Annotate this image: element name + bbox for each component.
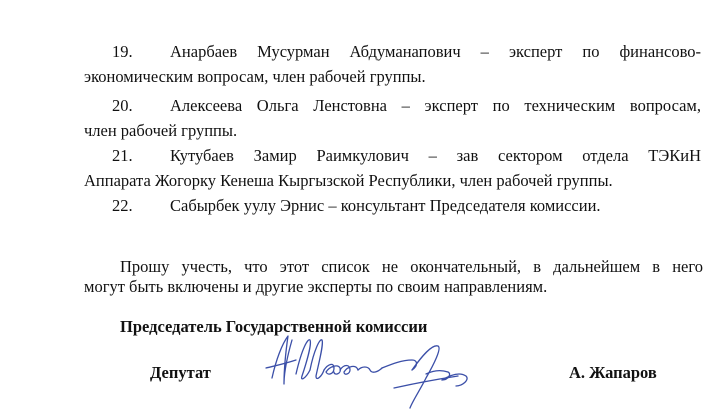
item-text: Анарбаев Мусурман Абдуманапович – эксперт по финансово- bbox=[170, 42, 701, 61]
deputy-label: Депутат bbox=[150, 363, 211, 382]
list-item-21 bbox=[112, 146, 701, 166]
list-item-19-continuation: экономическим вопросам, член рабочей группы. bbox=[84, 67, 426, 86]
note-paragraph-line-1: Прошу учесть, что этот список не окончательный, в дальнейшем в него bbox=[120, 257, 703, 276]
item-number: 20. bbox=[112, 96, 133, 115]
list-item-20-continuation: член рабочей группы. bbox=[84, 121, 238, 140]
note-paragraph-line-2: могут быть включены и другие эксперты по своим направлениям. bbox=[84, 277, 548, 296]
item-text: Сабырбек уулу Эрнис – консультант Председателя комиссии. bbox=[170, 196, 601, 215]
signer-name: А. Жапаров bbox=[569, 363, 657, 382]
handwritten-signature bbox=[262, 330, 484, 414]
item-number: 22. bbox=[112, 196, 133, 215]
chair-title: Председатель Государственной комиссии bbox=[120, 317, 428, 336]
item-number: 19. bbox=[112, 42, 133, 61]
item-text: Кутубаев Замир Раимкулович – зав сектором отдела ТЭКиН bbox=[170, 146, 701, 165]
list-item-21-continuation: Аппарата Жогорку Кенеша Кыргызской Республики, член рабочей группы. bbox=[84, 171, 613, 190]
item-number: 21. bbox=[112, 146, 133, 165]
item-text: Алексеева Ольга Ленстовна – эксперт по техническим вопросам, bbox=[170, 96, 701, 115]
list-item-20 bbox=[112, 96, 701, 116]
list-item-19 bbox=[112, 42, 701, 62]
list-item-22 bbox=[112, 196, 601, 216]
